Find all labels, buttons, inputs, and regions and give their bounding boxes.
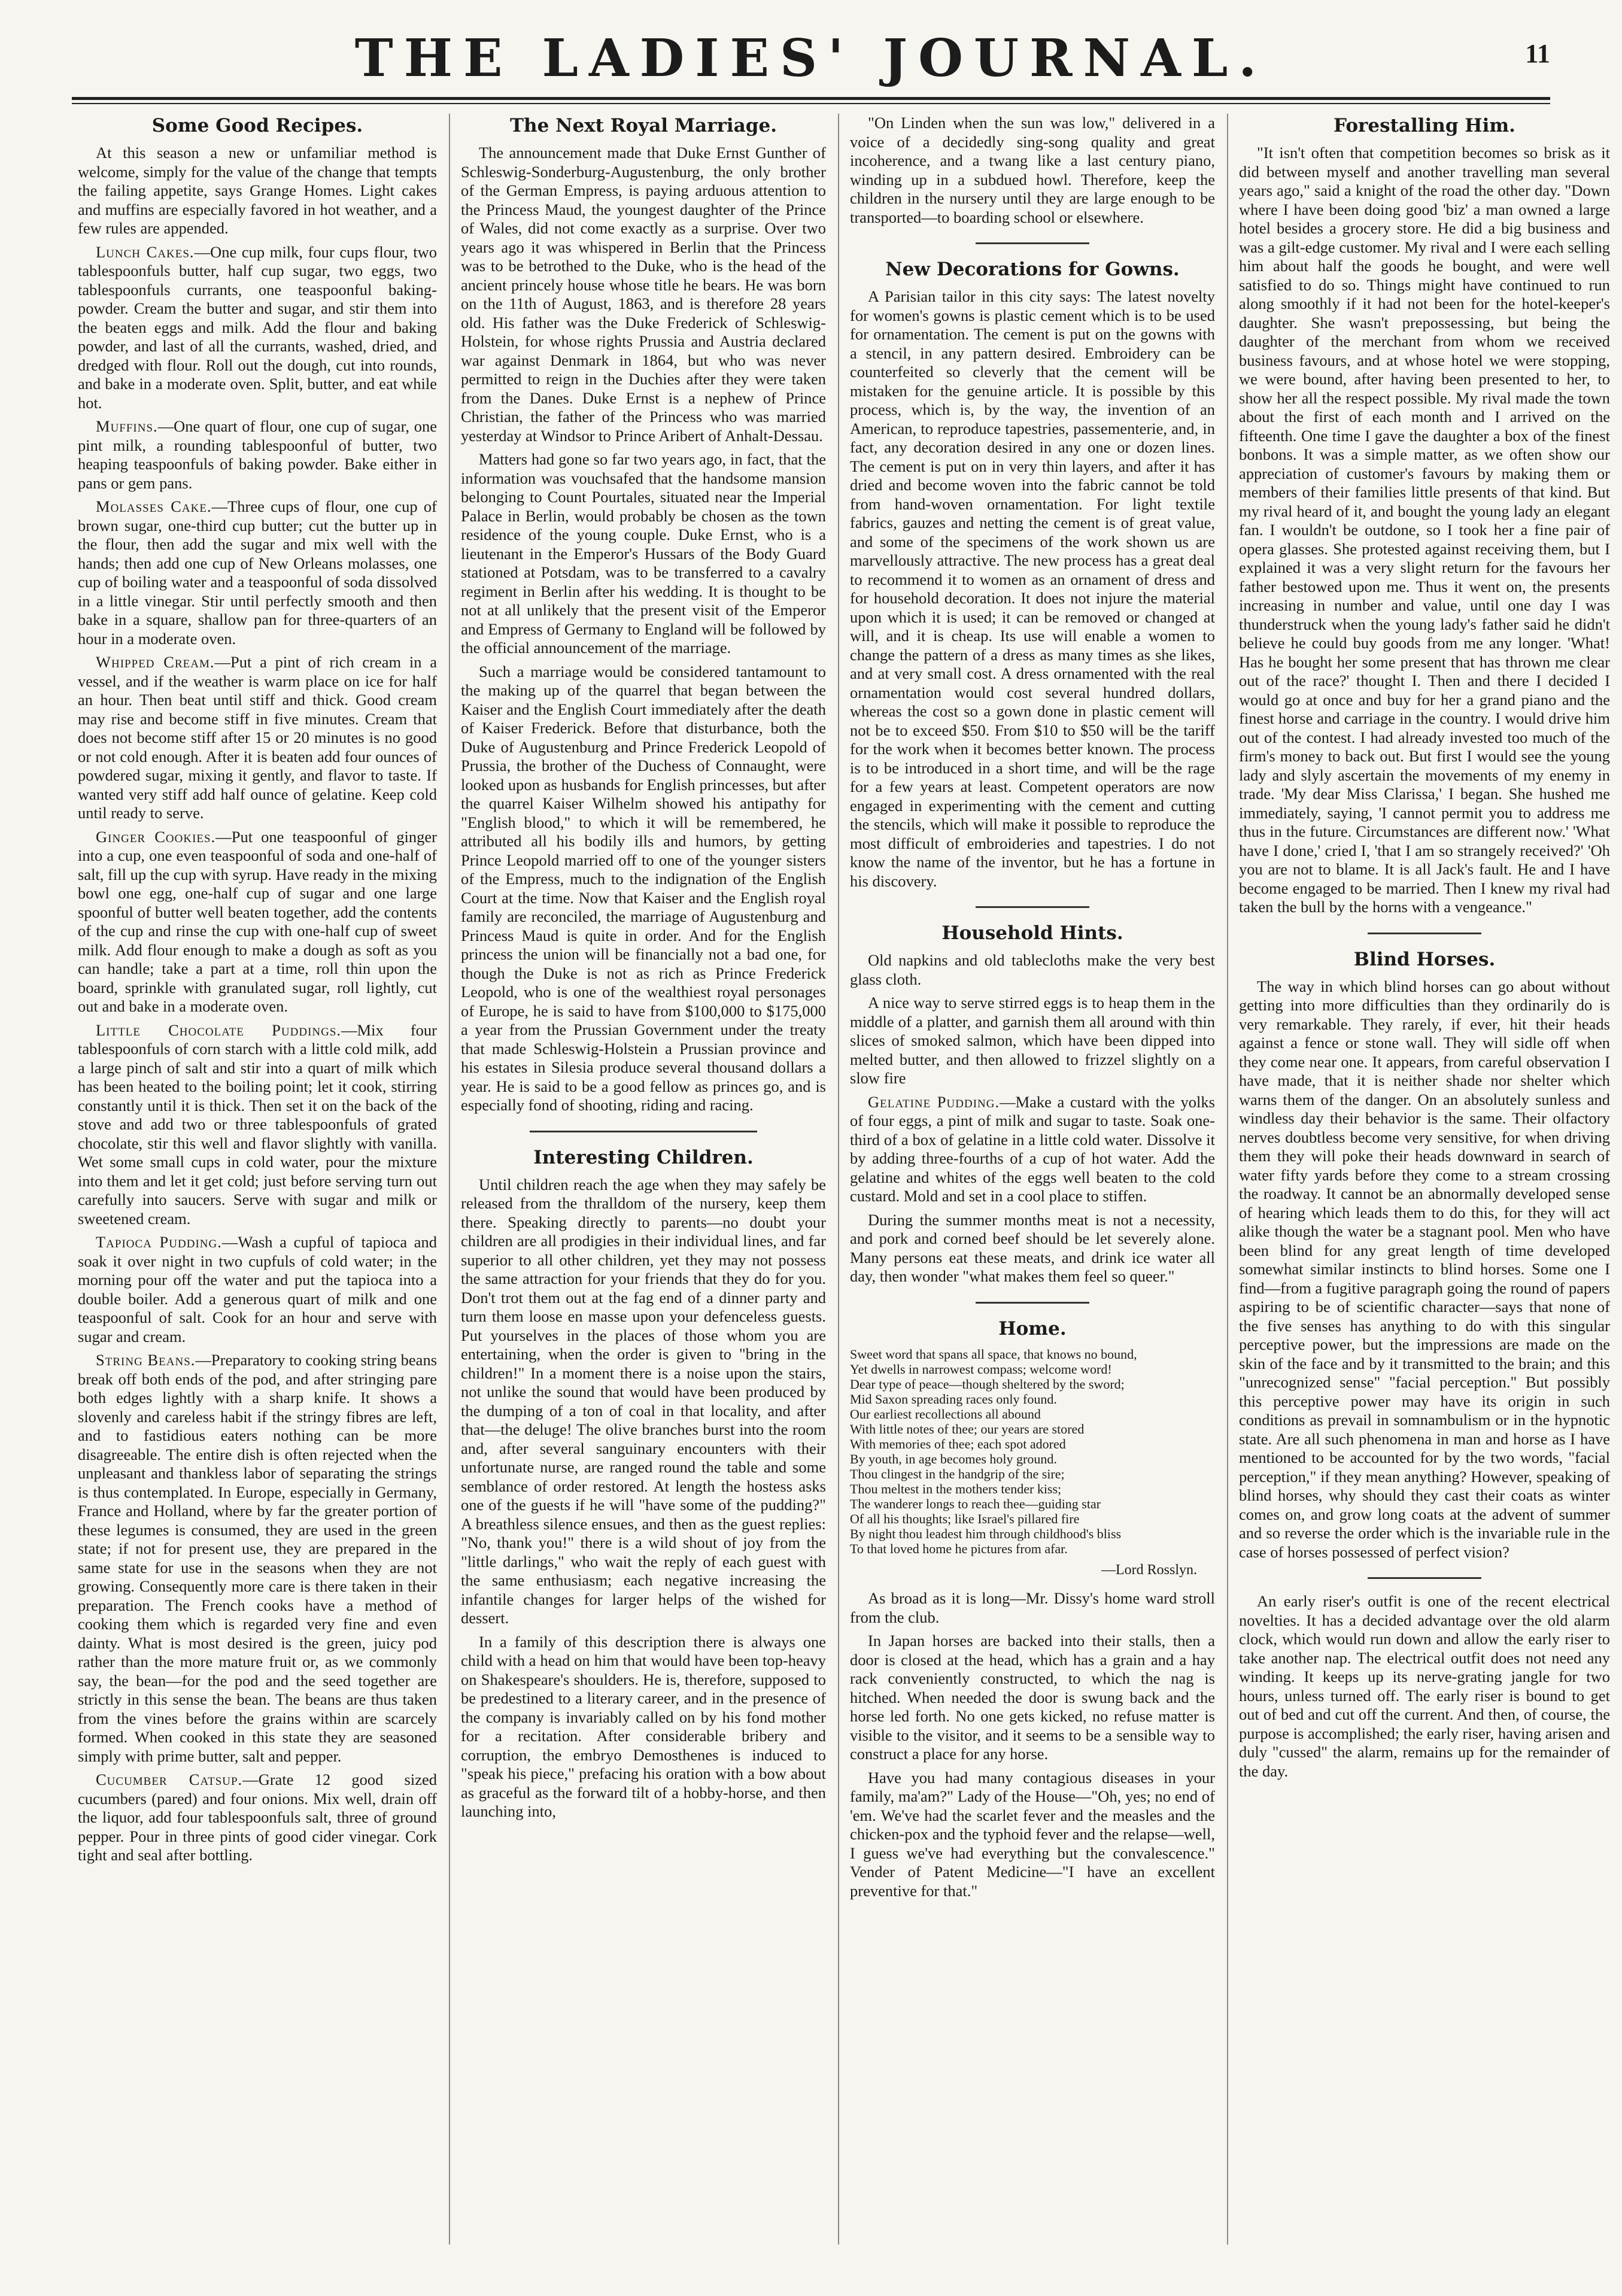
poem-signature: —Lord Rosslyn. xyxy=(1101,1562,1197,1578)
recipe-title: Molasses Cake. xyxy=(96,497,212,515)
recipe-title: Cucumber Catsup. xyxy=(96,1770,243,1788)
poem-line: By youth, in age becomes holy ground. xyxy=(850,1451,1057,1466)
masthead xyxy=(72,30,1550,96)
masthead-rule xyxy=(72,97,1550,100)
poem-line: Thou clingest in the handgrip of the sire; xyxy=(850,1466,1065,1481)
article-heading-interesting-children: Interesting Children. xyxy=(533,1146,754,1168)
poem-line: To that loved home he pictures from afar. xyxy=(850,1541,1068,1556)
poem-line: By night thou leadest him through childhood's bliss xyxy=(850,1526,1122,1541)
recipe-body: —Wash a cupful of tapioca and soak it over night in two cupfuls of cold water; in the morning pour off the water and put the tapioca into a double boiler. Add a generous quart of milk and one teaspoonful of salt. Cook for an hour and serve with sugar and cream. xyxy=(78,1233,437,1346)
newspaper-title: THE LADIES' JOURNAL. xyxy=(354,28,1268,89)
recipe-title: Ginger Cookies. xyxy=(96,827,216,846)
article-heading-decorations: New Decorations for Gowns. xyxy=(885,259,1180,280)
paragraph: A Parisian tailor in this city says: The latest novelty for women's gowns is plastic cement which is to be used for ornamentation. The cement is put on the gowns with a stencil, in any pattern desired. Embroidery can be counterfeited so cleverly that the cement will be mistaken for the genuine article. It is possible by this process, which is, by the way, the invention of an American, to reproduce tapestries, passementerie, and, in fact, any decoration desired in any one or dozen lines. The cement is put on in very thin layers, and after it has dried and become woven into the fabric cannot be told from hand-woven ornamentation. For light textile fabrics, gauzes and netting the cement is of great value, and some of the specimens of the work shown us are marvellously attractive. The new process has a great deal to recommend it to women as an ornament of dress and for household decoration. It does not injure the material upon which it is used; it can be removed or changed at will, and it is cheap. Its use will enable a women to change the pattern of a dress as many times as she likes, and at very small cost. A dress ornamented with the real ornamentation would cost several hundred dollars, whereas the cost so a gown done in plastic cement will not be to exceed $50. From $10 to $50 will be the tariff for the work when it becomes better known. The process is to be introduced in a short time, and will be the rage for a few years at least. Competent operators are now engaged in experimenting with the cement and cutting the stencils, which will make it possible to reproduce the most difficult of embroideries and tapestries. I do not know the name of the inventor, but he has a fortune in his discovery. xyxy=(850,287,1215,890)
article-heading-household-hints: Household Hints. xyxy=(941,922,1123,944)
paragraph: The announcement made that Duke Ernst Gunther of Schleswig-Sonderburg-Augustenburg, the only brother of the German Empress, is paying arduous attention to the Princess Maud, the youngest daughter of the Prince of Wales, did not come exactly as a surprise. Over two years ago it was whispered in Berlin that the Princess was to be betrothed to the Duke, who is the head of the ancient princely house whose title he bears. He was born on the 11th of August, 1863, and is therefore 28 years old. His father was the Duke Frederick of Schleswig-Holstein, for whose rights Prussia and Austria declared war against Denmark in 1864, but who was never permitted to reign in the Duchies after they were taken from the Danes. Duke Ernst is a nephew of Prince Christian, the father of the Princess who was married yesterday at Windsor to Prince Aribert of Anhalt-Dessau. xyxy=(461,144,826,445)
recipe-muffins xyxy=(78,417,437,493)
column-2 xyxy=(461,114,826,2268)
article-heading-recipes: Some Good Recipes. xyxy=(151,115,363,136)
paragraph: At this season a new or unfamiliar method is welcome, simply for the value of the change that tempts the failing appetite, says Grange Homes. Light cakes and muffins are especially favored in hot weather, and a few rules are appended. xyxy=(78,144,437,237)
recipe-gelatine-pudding xyxy=(850,1093,1215,1206)
recipe-molasses-cake xyxy=(78,497,437,648)
paragraph: Until children reach the age when they may safely be released from the thralldom of the nursery, keep them there. Speaking directly to parents—no doubt your children are all prodigies in their individual lines, and far superior to all other children, yet they may not possess the same attraction for your friends that they do for you. Don't trot them out at the fag end of a dinner party and turn them loose en masse upon your defenceless guests. Put yourselves in the places of those whom you are entertaining, when the order is given to "bring in the children!" In a moment there is a noise upon the stairs, not unlike the sound that would have been produced by the dumping of a ton of coal in that locality, and after that—the deluge! The olive branches burst into the room and, after several sanguinary encounters with their unfortunate nurse, are ranged round the table and some semblance of order restored. At length the hostess asks one of the guests if he will "have some of the pudding?" A breathless silence ensues, and then as the guest replies: "No, thank you!" there is a wild shout of joy from the "little darlings," who wait the reply of each guest with the same enthusiasm; each negative increasing the infantile changes for larger helps of the wished for dessert. xyxy=(461,1175,826,1627)
column-1 xyxy=(78,114,437,2268)
recipe-body: —Grate 12 good sized cucumbers (pared) and four onions. Mix well, drain off the liquor, add four tablespoonfuls salt, three of ground pepper. Pour in three pints of good cider vinegar. Cork tight and seal after bottling. xyxy=(78,1770,437,1864)
poem-line: Dear type of peace—though sheltered by the sword; xyxy=(850,1376,1125,1392)
poem-line: Our earliest recollections all abound xyxy=(850,1406,1041,1422)
recipe-title: String Beans. xyxy=(96,1351,196,1369)
recipe-lunch-cakes xyxy=(78,243,437,413)
poem-line: Of all his thoughts; like Israel's pillared fire xyxy=(850,1511,1080,1526)
recipe-body: —Put one teaspoonful of ginger into a cup, one even teaspoonful of soda and one-half of salt, fill up the cup with syrup. Have ready in the mixing bowl one egg, one-half cup of sugar and one large spoonful of butter well beaten together, add the contents of the cup and rinse the cup with one-half cup of sweet milk. Add flour enough to make a dough as soft as you can handle; take a part at a time, roll thin upon the board, sprinkle with granulated sugar, roll lightly, cut out and bake in a moderate oven. xyxy=(78,827,437,1015)
column-divider xyxy=(1227,114,1228,2245)
section-separator xyxy=(1368,1577,1481,1579)
recipe-tapioca-pudding xyxy=(78,1233,437,1346)
recipe-title: Tapioca Pudding. xyxy=(96,1233,222,1251)
recipe-body: —Make a custard with the yolks of four eggs, a pint of milk and sugar to taste. Soak one-third of a box of gelatine in a little cold water. Dissolve it by adding three-fourths of a cup of hot water. Add the gelatine and whites of the eggs well beaten to the cold custard. Mold and set in a cool place to stiffen. xyxy=(850,1092,1215,1205)
paragraph: Old napkins and old tablecloths make the very best glass cloth. xyxy=(850,951,1215,988)
paragraph: A nice way to serve stirred eggs is to heap them in the middle of a platter, and garnish them all around with thin slices of smoked salmon, which have been dipped into melted butter, and then allowed to frizzel slightly on a slow fire xyxy=(850,994,1215,1087)
recipe-ginger-cookies xyxy=(78,828,437,1016)
column-divider xyxy=(449,114,450,2245)
paragraph: Matters had gone so far two years ago, in fact, that the information was vouchsafed that the handsome mansion belonging to Count Pourtales, situated near the Imperial Palace in Berlin, would probably be chosen as the town residence of the young couple. Duke Ernst, who is a lieutenant in the Emperor's Hussars of the Body Guard stationed at Potsdam, was to be transferred to a cavalry regiment in Berlin after his wedding. It is thought to be not at all unlikely that the present visit of the Emperor and Empress of Germany to England will be followed by the official announcement of the marriage. xyxy=(461,450,826,657)
recipe-title: Whipped Cream. xyxy=(96,653,215,671)
section-separator xyxy=(976,906,1089,908)
paragraph: During the summer months meat is not a necessity, and pork and corned beef should be let severely alone. Many persons eat these meats, and drink ice water all day, then wonder "what makes them feel so queer." xyxy=(850,1210,1215,1285)
poem-line: With little notes of thee; our years are stored xyxy=(850,1421,1085,1436)
poem-line: Mid Saxon spreading races only found. xyxy=(850,1391,1057,1407)
article-heading-blind-horses: Blind Horses. xyxy=(1353,948,1496,970)
recipe-chocolate-puddings xyxy=(78,1021,437,1229)
paragraph: The way in which blind horses can go about without getting into more difficulties than they ordinarily do is very remarkable. They rarely, if ever, hit their heads against a fence or stone wall. They will sidle off when they come near one. It appears, from careful observation I have made, that it is neither shade nor shelter which warns them of the danger. On an absolutely sunless and windless day their behavior is the same. Their olfactory nerves doubtless become very sensitive, for when driving them they will poke their heads downward in search of water fifty yards before they come to a stream crossing the roadway. It cannot be an abnormally developed sense of hearing which leads them to do this, for they will act alike though the water be a stagnant pool. Men who have been blind for any great length of time developed somewhat similar instincts to blind horses. Some one I find—from a fugitive paragraph going the round of papers aspiring to be of scientific character—says that none of the five senses has anything to do with this singular perceptive power, but the impressions are made on the skin of the face and by it transmitted to the brain; and this "unrecognized sense" "facial perception." But possibly this perceptive power may have its origin in such conditions as prevail in somnambulism or in the hypnotic state. Are all such phenomena in man and horse as I have mentioned to be accounted for by the two words, "facial perception," if they mean anything? However, speaking of blind horses, why should they cast their coats as winter comes on, and grow long coats at the advent of summer and so reverse the order which is the invariable rule in the case of horses possessed of perfect vision? xyxy=(1239,977,1610,1561)
poem-line: Thou meltest in the mothers tender kiss; xyxy=(850,1481,1062,1496)
poem-line: The wanderer longs to reach thee—guiding star xyxy=(850,1496,1101,1511)
article-heading-royal-marriage: The Next Royal Marriage. xyxy=(509,115,777,136)
paragraph: In Japan horses are backed into their stalls, then a door is closed at the head, which has a grain and a hay rack conveniently constructed, to which the nag is hitched. When needed the door is swung back and the horse led forth. No one gets kicked, no refuse matter is visible to the visitor, and it seems to be a sensible way to construct a place for any horse. xyxy=(850,1632,1215,1763)
masthead-rule-thin xyxy=(72,103,1550,104)
recipe-body: —Three cups of flour, one cup of brown sugar, one-third cup butter; cut the butter up in the flour, then add the sugar and mix well with the hands; then add one cup of New Orleans molasses, one cup of boiling water and a teaspoonful of soda dissolved in a little vinegar. Stir until perfectly smooth and then bake in a square, shallow pan for three-quarters of an hour in a moderate oven. xyxy=(78,497,437,648)
recipe-title: Little Chocolate Puddings. xyxy=(96,1021,342,1039)
column-4 xyxy=(1239,114,1610,2268)
recipe-title: Muffins. xyxy=(96,417,158,435)
column-3 xyxy=(850,114,1215,2268)
section-separator xyxy=(530,1131,757,1132)
recipe-title: Gelatine Pudding. xyxy=(868,1092,1000,1111)
paragraph: "It isn't often that competition becomes so brisk as it did between myself and another travelling man several years ago," said a knight of the road the other day. "Down where I have been doing good 'biz' a man owned a large hotel besides a grocery store. He did a big business and was a gilt-edge customer. My rival and I were each selling him about half the goods he bought, and were well satisfied to do so. Things might have continued to run along smoothly if it had not been for the hotel-keeper's daughter. She wasn't prepossessing, but being the daughter of the merchant from whom we received business favours, and at whose hotel we were stopping, we were bound, after having been presented to her, to show her all the respect possible. My rival made the town about the first of each month and I arrived on the fifteenth. One time I gave the daughter a box of the finest bonbons. It was a simple matter, as we often show our appreciation of customer's favours by making them or members of their families little presents of that kind. But my rival heard of it, and bought the young lady an elegant fan. I wouldn't be outdone, so I took her a fine pair of opera glasses. She protested against receiving them, but I explained it was a very slight return for the favours her father bestowed upon me. Thus it went on, the presents increasing in number and value, until one day I was thunderstruck when the young lady's father said he didn't believe he could buy goods from me any longer. 'What! Has he bought her some present that has thrown me clear out of the race?' thought I. Then and there I decided I would go at once and buy for her a grand piano and the finest horse and carriage in the country. I would drive him out of the contest. I had already invested too much of the firm's money to back out. But first I would see the young lady and slyly ascertain the movements of my enemy in trade. 'My dear Miss Clarissa,' I began. She hushed me immediately, saying, 'I cannot permit you to address me thus in the future. Circumstances are different now.' 'What have I done,' cried I, 'that I am so strangely received?' 'Oh you are not to blame. It is all Jack's fault. He and I have become engaged to be married. Then I knew my rival had taken the bull by the horns with a vengeance." xyxy=(1239,144,1610,916)
recipe-title: Lunch Cakes. xyxy=(96,242,195,261)
page-number: 11 xyxy=(1525,39,1550,68)
paragraph: As broad as it is long—Mr. Dissy's home ward stroll from the club. xyxy=(850,1589,1215,1626)
section-separator xyxy=(976,1302,1089,1304)
recipe-body: —Put a pint of rich cream in a vessel, and if the weather is warm place on ice for half an hour. Then beat until stiff and thick. Good cream may rise and become stiff in five minutes. Cream that does not become stiff after 15 or 20 minutes is no good or not cold enough. After it is beaten add four ounces of powdered sugar, mixing it gently, and flavor to taste. If wanted very stiff add half ounce of gelatine. Keep cold until ready to serve. xyxy=(78,653,437,822)
poem-home xyxy=(850,1347,1215,1556)
section-separator xyxy=(1368,933,1481,934)
article-heading-forestalling: Forestalling Him. xyxy=(1334,115,1515,136)
poem-line: With memories of thee; each spot adored xyxy=(850,1436,1066,1451)
recipe-string-beans xyxy=(78,1351,437,1766)
recipe-whipped-cream xyxy=(78,653,437,823)
paragraph: "On Linden when the sun was low," delivered in a voice of a decidedly sing-song quality and great incoherence, and a twang like a last century piano, winding up in a subdued howl. Therefore, keep the children in the nursery until they are large enough to be transported—to boarding school or elsewhere. xyxy=(850,114,1215,226)
article-heading-home: Home. xyxy=(998,1317,1067,1340)
recipe-body: —Mix four tablespoonfuls of corn starch with a little cold milk, add a large pinch of salt and stir into a quart of milk which has been heated to the boiling point; let it cook, stirring constantly until it is thick. Then set it on the back of the stove and add two or three tablespoonfuls of grated chocolate, stir this well and flavor slightly with vanilla. Wet some small cups in cold water, pour the mixture into them and let it get cold; just before serving turn out carefully into saucers. Serve with sugar and milk or sweetened cream. xyxy=(78,1021,437,1228)
paragraph: An early riser's outfit is one of the recent electrical novelties. It has a decided advantage over the old alarm clock, which would run down and allow the early riser to take another nap. The electrical outfit does not need any winding. It keeps up its nerve-grating jangle for two hours, unless turned off. The early riser is bound to get out of bed and cut off the current. And then, of course, the purpose is accomplished; the early riser, having arisen and duly "cussed" the alarm, remains up for the remainder of the day. xyxy=(1239,1592,1610,1780)
recipe-body: —One quart of flour, one cup of sugar, one pint milk, a rounding tablespoonful of butter, two heaping teaspoonfuls of baking powder. Bake either in pans or gem pans. xyxy=(78,417,437,492)
recipe-cucumber-catsup xyxy=(78,1770,437,1865)
section-separator xyxy=(976,242,1089,244)
recipe-body: —One cup milk, four cups flour, two tablespoonfuls butter, half cup sugar, two eggs, two tablespoonfuls currants, one teaspoonful baking-powder. Cream the butter and sugar, and stir them into the beaten eggs and milk. Add the flour and baking powder, and last of all the currants, washed, dried, and dredged with flour. Roll out the dough, cut into rounds, and bake in a moderate oven. Split, butter, and eat while hot. xyxy=(78,242,437,412)
paragraph: Have you had many contagious diseases in your family, ma'am?" Lady of the House—"Oh, yes; no end of 'em. We've had the scarlet fever and the measles and the chicken-pox and the typhoid fever and the relapse—well, I guess we've had everything but the convalescence." Vender of Patent Medicine—"I have an excellent preventive for that." xyxy=(850,1768,1215,1900)
paragraph: Such a marriage would be considered tantamount to the making up of the quarrel that began between the Kaiser and the English Court immediately after the death of Kaiser Frederick. Before that disturbance, both the Duke of Augustenburg and Prince Frederick Leopold of Prussia, the brother of the Duchess of Connaught, were looked upon as husbands for English princesses, but after the quarrel Kaiser Wilhelm showed his antipathy for "English blood," to which it will be remembered, he attributed all his bodily ills and humors, by getting Prince Leopold married off to one of the younger sisters of the Empress, much to the indignation of the English Court at the time. Now that Kaiser and the English royal family are reconciled, the marriage of Augustenburg and Princess Maud is quite in order. And for the English princess the union will be financially not a bad one, for though the Duke is not as rich as Prince Frederick Leopold, who is one of the wealthiest royal personages of Europe, he is said to have from $100,000 to $175,000 a year from the Prussian Government under the treaty that made Schleswig-Holstein a Prussian province and his estates in Silesia produce several thousand dollars a year. He is said to be a good fellow as princes go, and is especially fond of shooting, riding and racing. xyxy=(461,662,826,1114)
poem-line: Yet dwells in narrowest compass; welcome word! xyxy=(850,1361,1112,1377)
recipe-body: —Preparatory to cooking string beans break off both ends of the pod, and after stringing pare both edges lightly with a sharp knife. It shows a slovenly and careless habit if the stringy fibres are left, and to fastidious eaters nothing can be more disagreeable. The entire dish is often rejected when the unpleasant and thankless labor of separating the strings is thus contemplated. In Europe, especially in Germany, France and Holland, where by far the greater portion of these legumes is consumed, they are used in the green state; if not for present use, they are prepared in the same state for use in the seasons when they are not growing. Consequently more care is there taken in their preparation. The French cooks have a method of cooking them which is regarded very fine and even dainty. What is most desired is the green, juicy pod rather than the more mature fruit or, as we commonly say, the bean—for the pod and the seed together are strictly in this sense the bean. The beans are thus taken from the vines before the grains within are scarcely formed. When cooked in this state they are seasoned simply with prime butter, salt and pepper. xyxy=(78,1351,437,1765)
poem-line: Sweet word that spans all space, that knows no bound, xyxy=(850,1346,1137,1362)
paragraph: In a family of this description there is always one child with a head on him that would have been top-heavy on Shakespeare's shoulders. He is, therefore, supposed to be predestined to a literary career, and in the presence of the company is invariably called on by his fond mother for a recitation. After considerable bribery and corruption, the embryo Demosthenes is induced to "speak his piece," prefacing his oration with a bow about as graceful as the forward tilt of a hobby-horse, and then launching into, xyxy=(461,1632,826,1820)
column-divider xyxy=(838,114,839,2245)
